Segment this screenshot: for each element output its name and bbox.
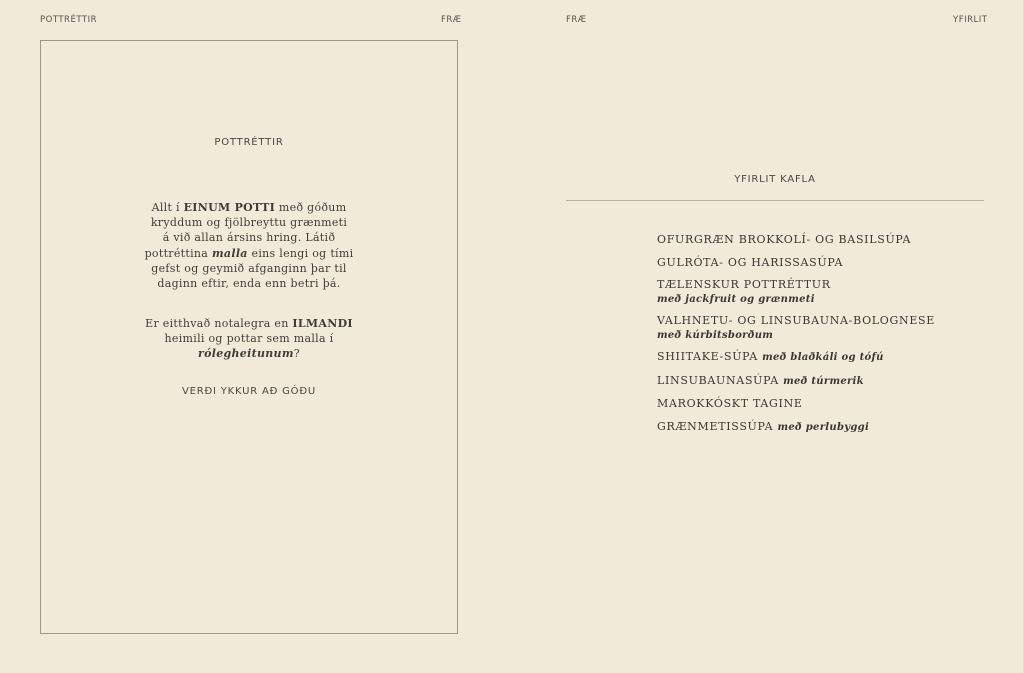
toc-item[interactable] — [657, 256, 977, 270]
toc-item[interactable] — [657, 397, 977, 411]
toc-item-title: VALHNETU- OG LINSUBAUNA-BOLOGNESE — [657, 314, 936, 327]
toc-item-subtitle: með perlubyggi — [777, 421, 870, 433]
toc-item-subtitle: með blaðkáli og tófú — [762, 352, 884, 363]
toc-item-subtitle: með túrmerik — [783, 375, 864, 387]
intro-frame — [40, 40, 458, 634]
text-span: pottréttina — [144, 246, 212, 260]
toc-list — [657, 233, 977, 435]
toc-divider — [566, 200, 984, 201]
intro-p2-line-3 — [41, 346, 457, 361]
toc-item-title: GRÆNMETISSÚPA — [657, 419, 774, 433]
toc-item-title: SHIITAKE-SÚPA — [657, 350, 758, 363]
emphasis-ilmandi: ILMANDI — [292, 317, 353, 330]
intro-p1-line-3: á við allan ársins hring. Látið — [162, 231, 336, 245]
toc-item-title: GULRÓTA- OG HARISSASÚPA — [657, 255, 844, 269]
running-head-left-page-right: FRÆ — [441, 15, 462, 25]
toc-item[interactable] — [657, 420, 977, 435]
intro-closing: VERÐI YKKUR AÐ GÓÐU — [181, 386, 317, 397]
intro-paragraph-1 — [41, 200, 457, 291]
text-span: með góðum — [275, 201, 347, 214]
intro-p1-line-2: kryddum og fjölbreyttu grænmeti — [150, 216, 348, 230]
intro-p1-line-6: daginn eftir, enda enn betri þá. — [157, 277, 341, 291]
toc-item[interactable] — [657, 233, 977, 247]
text-span: eins lengi og tími — [247, 246, 354, 260]
intro-p1-line-4 — [41, 246, 457, 261]
toc-item-subtitle: með jackfruit og grænmeti — [657, 294, 815, 305]
toc-item[interactable] — [657, 374, 977, 389]
emphasis-rolegheitunum: rólegheitunum — [198, 347, 294, 361]
toc-item-title: LINSUBAUNASÚPA — [657, 373, 779, 387]
intro-p2-line-2: heimili og pottar sem malla í — [164, 332, 334, 346]
toc-item-title: OFURGRÆN BROKKOLÍ- OG BASILSÚPA — [657, 233, 912, 246]
running-head-right-page-right: YFIRLIT — [953, 15, 988, 25]
text-span: ? — [293, 347, 300, 361]
toc-item-title: TÆLENSKUR POTTRÉTTUR — [657, 278, 831, 291]
running-head-right-page-left: FRÆ — [566, 15, 587, 25]
intro-paragraph-2 — [41, 316, 457, 362]
toc-item[interactable] — [657, 350, 977, 365]
toc-item-title: MAROKKÓSKT TAGINE — [657, 397, 803, 410]
intro-p1-line-5: gefst og geymið afganginn þar til — [151, 261, 347, 275]
text-span: Er eitthvað notalegra en — [145, 317, 293, 330]
intro-p2-line-1 — [41, 316, 457, 331]
intro-p1-line-1 — [41, 200, 457, 215]
intro-title: POTTRÉTTIR — [214, 137, 284, 148]
toc-item[interactable] — [657, 278, 977, 308]
toc-item[interactable] — [657, 314, 977, 344]
emphasis-malla: malla — [211, 246, 248, 260]
text-span: Allt í — [151, 201, 184, 214]
emphasis-einum-potti: EINUM POTTI — [183, 201, 276, 214]
toc-title: YFIRLIT KAFLA — [734, 174, 816, 185]
running-head-left-page-left: POTTRÉTTIR — [40, 15, 97, 25]
toc-item-subtitle: með kúrbitsborðum — [657, 330, 774, 341]
